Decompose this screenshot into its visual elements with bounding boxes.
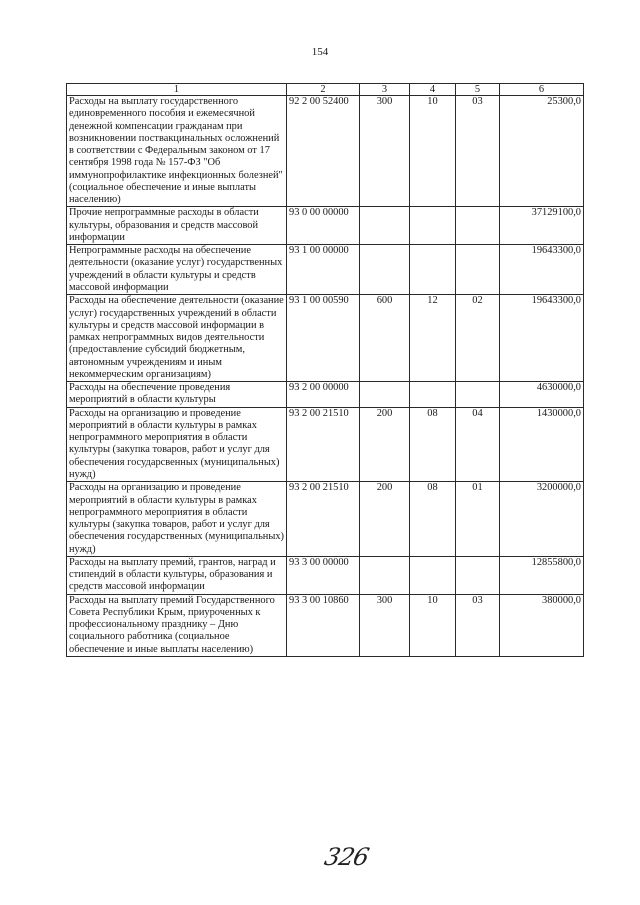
row-rz: 12 (410, 295, 456, 382)
row-name: Расходы на обеспечение деятельности (оказание услуг) государственных учреждений в области культуры и средств массовой информации в рамках непрограммных видов деятельности (предоставление субсидий бюджетным, автономным учреждениям и иным некоммерческим организациям) (67, 295, 287, 382)
row-code: 93 2 00 21510 (287, 482, 360, 557)
row-name: Расходы на организацию и проведение мероприятий в области культуры в рамках непрограммного мероприятия в области культуры (закупка товаров, работ и услуг для обеспечения государственных (муниципальных) нужд) (67, 482, 287, 557)
row-vr: 300 (360, 594, 410, 656)
row-code: 93 1 00 00000 (287, 245, 360, 295)
table-row (67, 594, 584, 656)
row-vr (360, 207, 410, 245)
row-rz: 08 (410, 482, 456, 557)
table-row (67, 382, 584, 408)
table-row (67, 207, 584, 245)
row-sum: 1430000,0 (500, 407, 584, 482)
handwritten-page-note: 326 (322, 843, 371, 871)
row-name: Прочие непрограммные расходы в области культуры, образования и средств массовой информации (67, 207, 287, 245)
row-code: 93 0 00 00000 (287, 207, 360, 245)
row-vr (360, 245, 410, 295)
row-pr: 03 (456, 594, 500, 656)
row-pr: 01 (456, 482, 500, 557)
row-name: Расходы на организацию и проведение мероприятий в области культуры в рамках непрограммного мероприятия в области культуры (закупка товаров, работ и услуг для обеспечения государсвенных (муниципальных) нужд) (67, 407, 287, 482)
row-code: 93 1 00 00590 (287, 295, 360, 382)
row-name: Непрограммные расходы на обеспечение деятельности (оказание услуг) государственных учреждений в области культуры и средств массовой информации (67, 245, 287, 295)
row-vr: 600 (360, 295, 410, 382)
row-rz (410, 382, 456, 408)
header-col-3: 3 (360, 84, 410, 96)
row-pr (456, 207, 500, 245)
row-vr (360, 556, 410, 594)
row-sum: 25300,0 (500, 96, 584, 207)
row-rz (410, 245, 456, 295)
row-pr: 04 (456, 407, 500, 482)
table-header-row (67, 84, 584, 96)
row-sum: 37129100,0 (500, 207, 584, 245)
row-code: 93 3 00 10860 (287, 594, 360, 656)
table-row (67, 482, 584, 557)
row-pr (456, 556, 500, 594)
row-name: Расходы на выплату премий, грантов, наград и стипендий в области культуры, образования и средств массовой информации (67, 556, 287, 594)
row-code: 93 2 00 00000 (287, 382, 360, 408)
row-name: Расходы на обеспечение проведения мероприятий в области культуры (67, 382, 287, 408)
row-rz (410, 556, 456, 594)
row-sum: 3200000,0 (500, 482, 584, 557)
table-row (67, 96, 584, 207)
row-name: Расходы на выплату государственного единовременного пособия и ежемесячной денежной компенсации гражданам при возникновении поствакцинальных осложнений в соответствии с Федеральным законом от 17 сентября 1998 года № 157-ФЗ "Об иммунопрофилактике инфекционных болезней" (социальное обеспечение и иные выплаты населению) (67, 96, 287, 207)
header-col-2: 2 (287, 84, 360, 96)
row-rz (410, 207, 456, 245)
row-pr (456, 245, 500, 295)
row-code: 92 2 00 52400 (287, 96, 360, 207)
row-vr: 200 (360, 407, 410, 482)
header-col-5: 5 (456, 84, 500, 96)
table-row (67, 295, 584, 382)
header-col-4: 4 (410, 84, 456, 96)
page-number: 154 (311, 46, 329, 58)
row-code: 93 3 00 00000 (287, 556, 360, 594)
header-col-6: 6 (500, 84, 584, 96)
row-sum: 19643300,0 (500, 295, 584, 382)
table-row (67, 407, 584, 482)
row-rz: 10 (410, 96, 456, 207)
table-row (67, 556, 584, 594)
budget-table (66, 83, 584, 657)
row-sum: 19643300,0 (500, 245, 584, 295)
row-sum: 380000,0 (500, 594, 584, 656)
header-col-1: 1 (67, 84, 287, 96)
row-vr: 300 (360, 96, 410, 207)
row-pr (456, 382, 500, 408)
row-code: 93 2 00 21510 (287, 407, 360, 482)
row-vr (360, 382, 410, 408)
row-pr: 02 (456, 295, 500, 382)
row-sum: 4630000,0 (500, 382, 584, 408)
row-pr: 03 (456, 96, 500, 207)
row-name: Расходы на выплату премий Государственного Совета Республики Крым, приуроченных к профессиональному празднику – Дню социального работника (социальное обеспечение и иные выплаты населению) (67, 594, 287, 656)
table-row (67, 245, 584, 295)
row-sum: 12855800,0 (500, 556, 584, 594)
row-rz: 10 (410, 594, 456, 656)
row-rz: 08 (410, 407, 456, 482)
row-vr: 200 (360, 482, 410, 557)
